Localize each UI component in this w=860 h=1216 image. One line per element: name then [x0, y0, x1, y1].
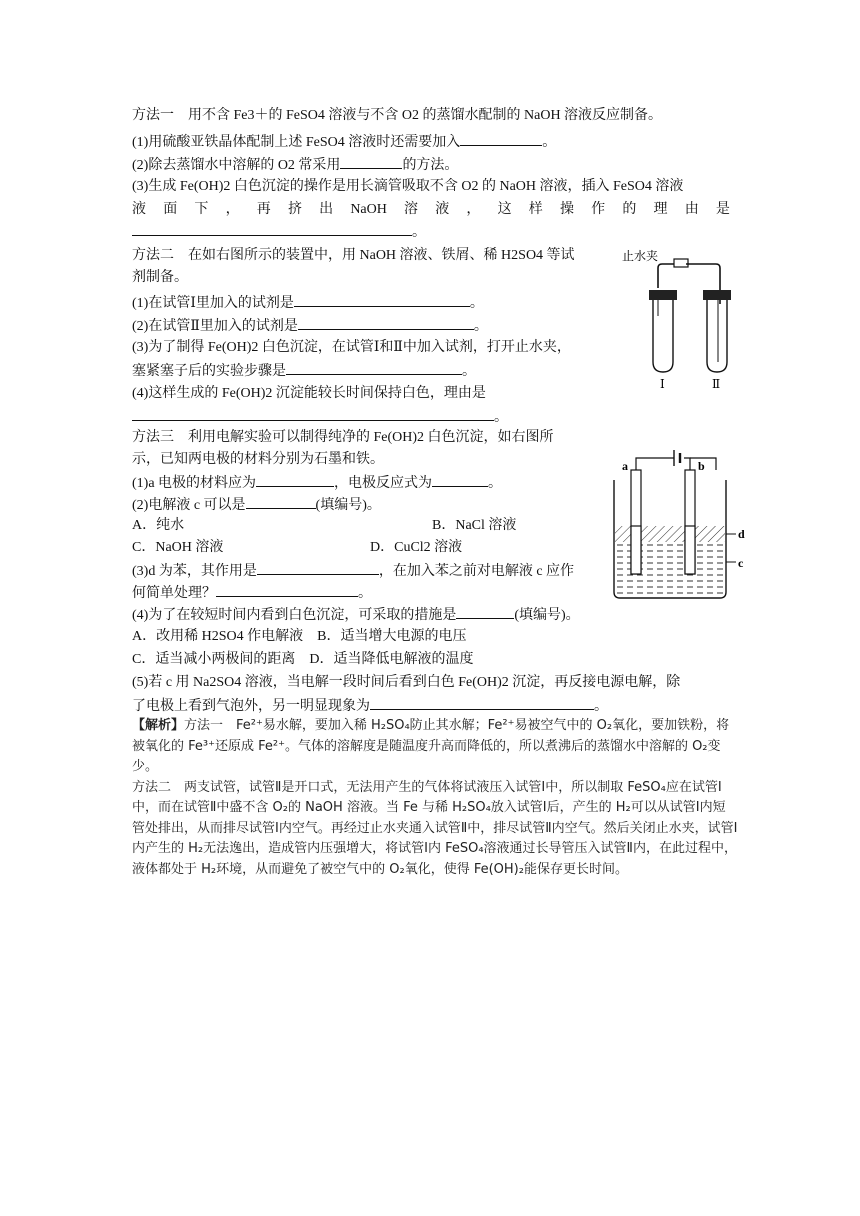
answer-blank[interactable]	[370, 695, 594, 710]
analysis-method2: 方法二 两支试管，试管Ⅱ是开口式，无法用产生的气体将试液压入试管Ⅰ中，所以制取 FeSO₄应在试管Ⅰ中，而在试管Ⅱ中盛不含 O₂的 NaOH 溶液。当 Fe 与稀 H₂SO₄放入试管Ⅰ后，产生的 H₂可以从试管Ⅰ内短管处排出，从而排尽试管Ⅰ内空气。再经过止水夹通入试管Ⅱ中，排尽试管Ⅱ内空气。然后关闭止水夹，试管Ⅰ内产生的 H₂无法逸出，造成管内压强增大，将试管Ⅰ内 FeSO₄溶液通过长导管压入试管Ⅱ内，在此过程中，液体都处于 H₂环境，从而避免了被空气中的 O₂氧化，使得 Fe(OH)₂能保存更长时间。	[132, 779, 738, 877]
answer-blank[interactable]	[286, 360, 462, 375]
method2-q2: (2)在试管Ⅱ里加入的试剂是 。	[132, 315, 488, 337]
answer-blank[interactable]	[340, 154, 402, 169]
electrolysis-figure	[606, 440, 752, 610]
answer-blank[interactable]	[294, 292, 470, 307]
answer-blank[interactable]	[460, 131, 542, 146]
wire	[636, 458, 690, 470]
method2-title-1: 方法二 在如右图所示的装置中，用 NaOH 溶液、铁屑、稀 H2SO4 等试	[132, 248, 575, 263]
option-d: D．CuCl2 溶液	[370, 540, 463, 555]
method1-q3-blank: 。	[132, 221, 426, 243]
method3-q1: (1)a 电极的材料应为 ，电极反应式为 。	[132, 472, 502, 494]
clamp-label: 止水夹	[622, 249, 659, 263]
method2-q3-line2: 塞紧塞子后的实验步骤是 。	[132, 360, 476, 382]
method3-title-2: 示，已知两电极的材料分别为石墨和铁。	[132, 452, 384, 467]
tube-2	[707, 300, 727, 372]
option-ab: A．改用稀 H2SO4 作电解液 B．适当增大电源的电压	[132, 629, 467, 644]
answer-blank[interactable]	[132, 406, 494, 421]
method1-q2: (2)除去蒸馏水中溶解的 O2 常采用 的方法。	[132, 154, 458, 176]
method3-q4: (4)为了在较短时间内看到白色沉淀，可采取的措施是 (填编号)。	[132, 604, 580, 626]
option-b: B．NaCl 溶液	[432, 518, 517, 533]
method2-q4-blank: 。	[132, 406, 508, 428]
label-c: c	[738, 556, 744, 570]
option-cd: C．适当减小两极间的距离 D．适当降低电解液的温度	[132, 652, 474, 667]
analysis-method1: 【解析】方法一 Fe²⁺易水解，要加入稀 H₂SO₄防止其水解；Fe²⁺易被空气中的 O₂氧化，要加铁粉，将被氧化的 Fe³⁺还原成 Fe²⁺。气体的溶解度是随温度升高而降低的，所以煮沸后的蒸馏水中溶解的 O₂变少。	[132, 718, 730, 774]
answer-blank[interactable]	[216, 582, 358, 597]
label-d: d	[738, 527, 745, 541]
method2-q4: (4)这样生成的 Fe(OH)2 沉淀能较长时间保持白色，理由是	[132, 386, 486, 401]
analysis-section	[132, 716, 738, 880]
answer-blank[interactable]	[256, 472, 334, 487]
stop-clamp-icon	[674, 259, 688, 267]
answer-blank[interactable]	[432, 472, 488, 487]
method3-q5-line1: (5)若 c 用 Na2SO4 溶液，当电解一段时间后看到白色 Fe(OH)2 沉淀，再反接电源电解，除	[132, 675, 681, 690]
short-tube	[658, 264, 676, 288]
option-c: C．NaOH 溶液	[132, 540, 224, 555]
tube-1	[653, 300, 673, 372]
answer-blank[interactable]	[456, 604, 514, 619]
method3-q5-line2: 了电极上看到气泡外，另一明显现象为 。	[132, 695, 608, 717]
answer-blank[interactable]	[257, 560, 379, 575]
stopper-2	[703, 290, 731, 300]
answer-blank[interactable]	[246, 494, 316, 509]
method1-q3-line2: 液 面 下 ， 再 挤 出 NaOH 溶 液 ， 这 样 操 作 的 理 由 是	[132, 202, 730, 217]
electrode-a-label: a	[622, 459, 628, 473]
method2-q3-line1: (3)为了制得 Fe(OH)2 白色沉淀，在试管Ⅰ和Ⅱ中加入试剂，打开止水夹，	[132, 340, 571, 355]
method3-q3-line2: 何简单处理？ 。	[132, 582, 372, 604]
stopper-1	[649, 290, 677, 300]
method3-q3-line1: (3)d 为苯，其作用是 ，在加入苯之前对电解液 c 应作	[132, 560, 574, 582]
method1-q1: (1)用硫酸亚铁晶体配制上述 FeSO4 溶液时还需要加入 。	[132, 131, 556, 153]
electrode-b-label: b	[698, 459, 705, 473]
method3-title-1: 方法三 利用电解实验可以制得纯净的 Fe(OH)2 白色沉淀，如右图所	[132, 430, 554, 445]
tube-2-label: Ⅱ	[712, 377, 721, 391]
answer-blank[interactable]	[298, 315, 474, 330]
method1-title: 方法一 用不含 Fe3＋的 FeSO4 溶液与不含 O2 的蒸馏水配制的 NaOH 溶液反应制备。	[132, 108, 663, 123]
method3-q2: (2)电解液 c 可以是 (填编号)。	[132, 494, 381, 516]
tube-1-label: Ⅰ	[660, 377, 665, 391]
method2-title-2: 剂制备。	[132, 270, 188, 285]
analysis-tag: 【解析】	[132, 718, 185, 733]
answer-blank[interactable]	[132, 221, 412, 236]
method1-q3-line1: (3)生成 Fe(OH)2 白色沉淀的操作是用长滴管吸取不含 O2 的 NaOH 溶液，插入 FeSO4 溶液	[132, 179, 684, 194]
test-tube-apparatus-figure	[618, 244, 738, 394]
method2-q1: (1)在试管Ⅰ里加入的试剂是 。	[132, 292, 484, 314]
option-a: A．纯水	[132, 518, 185, 533]
